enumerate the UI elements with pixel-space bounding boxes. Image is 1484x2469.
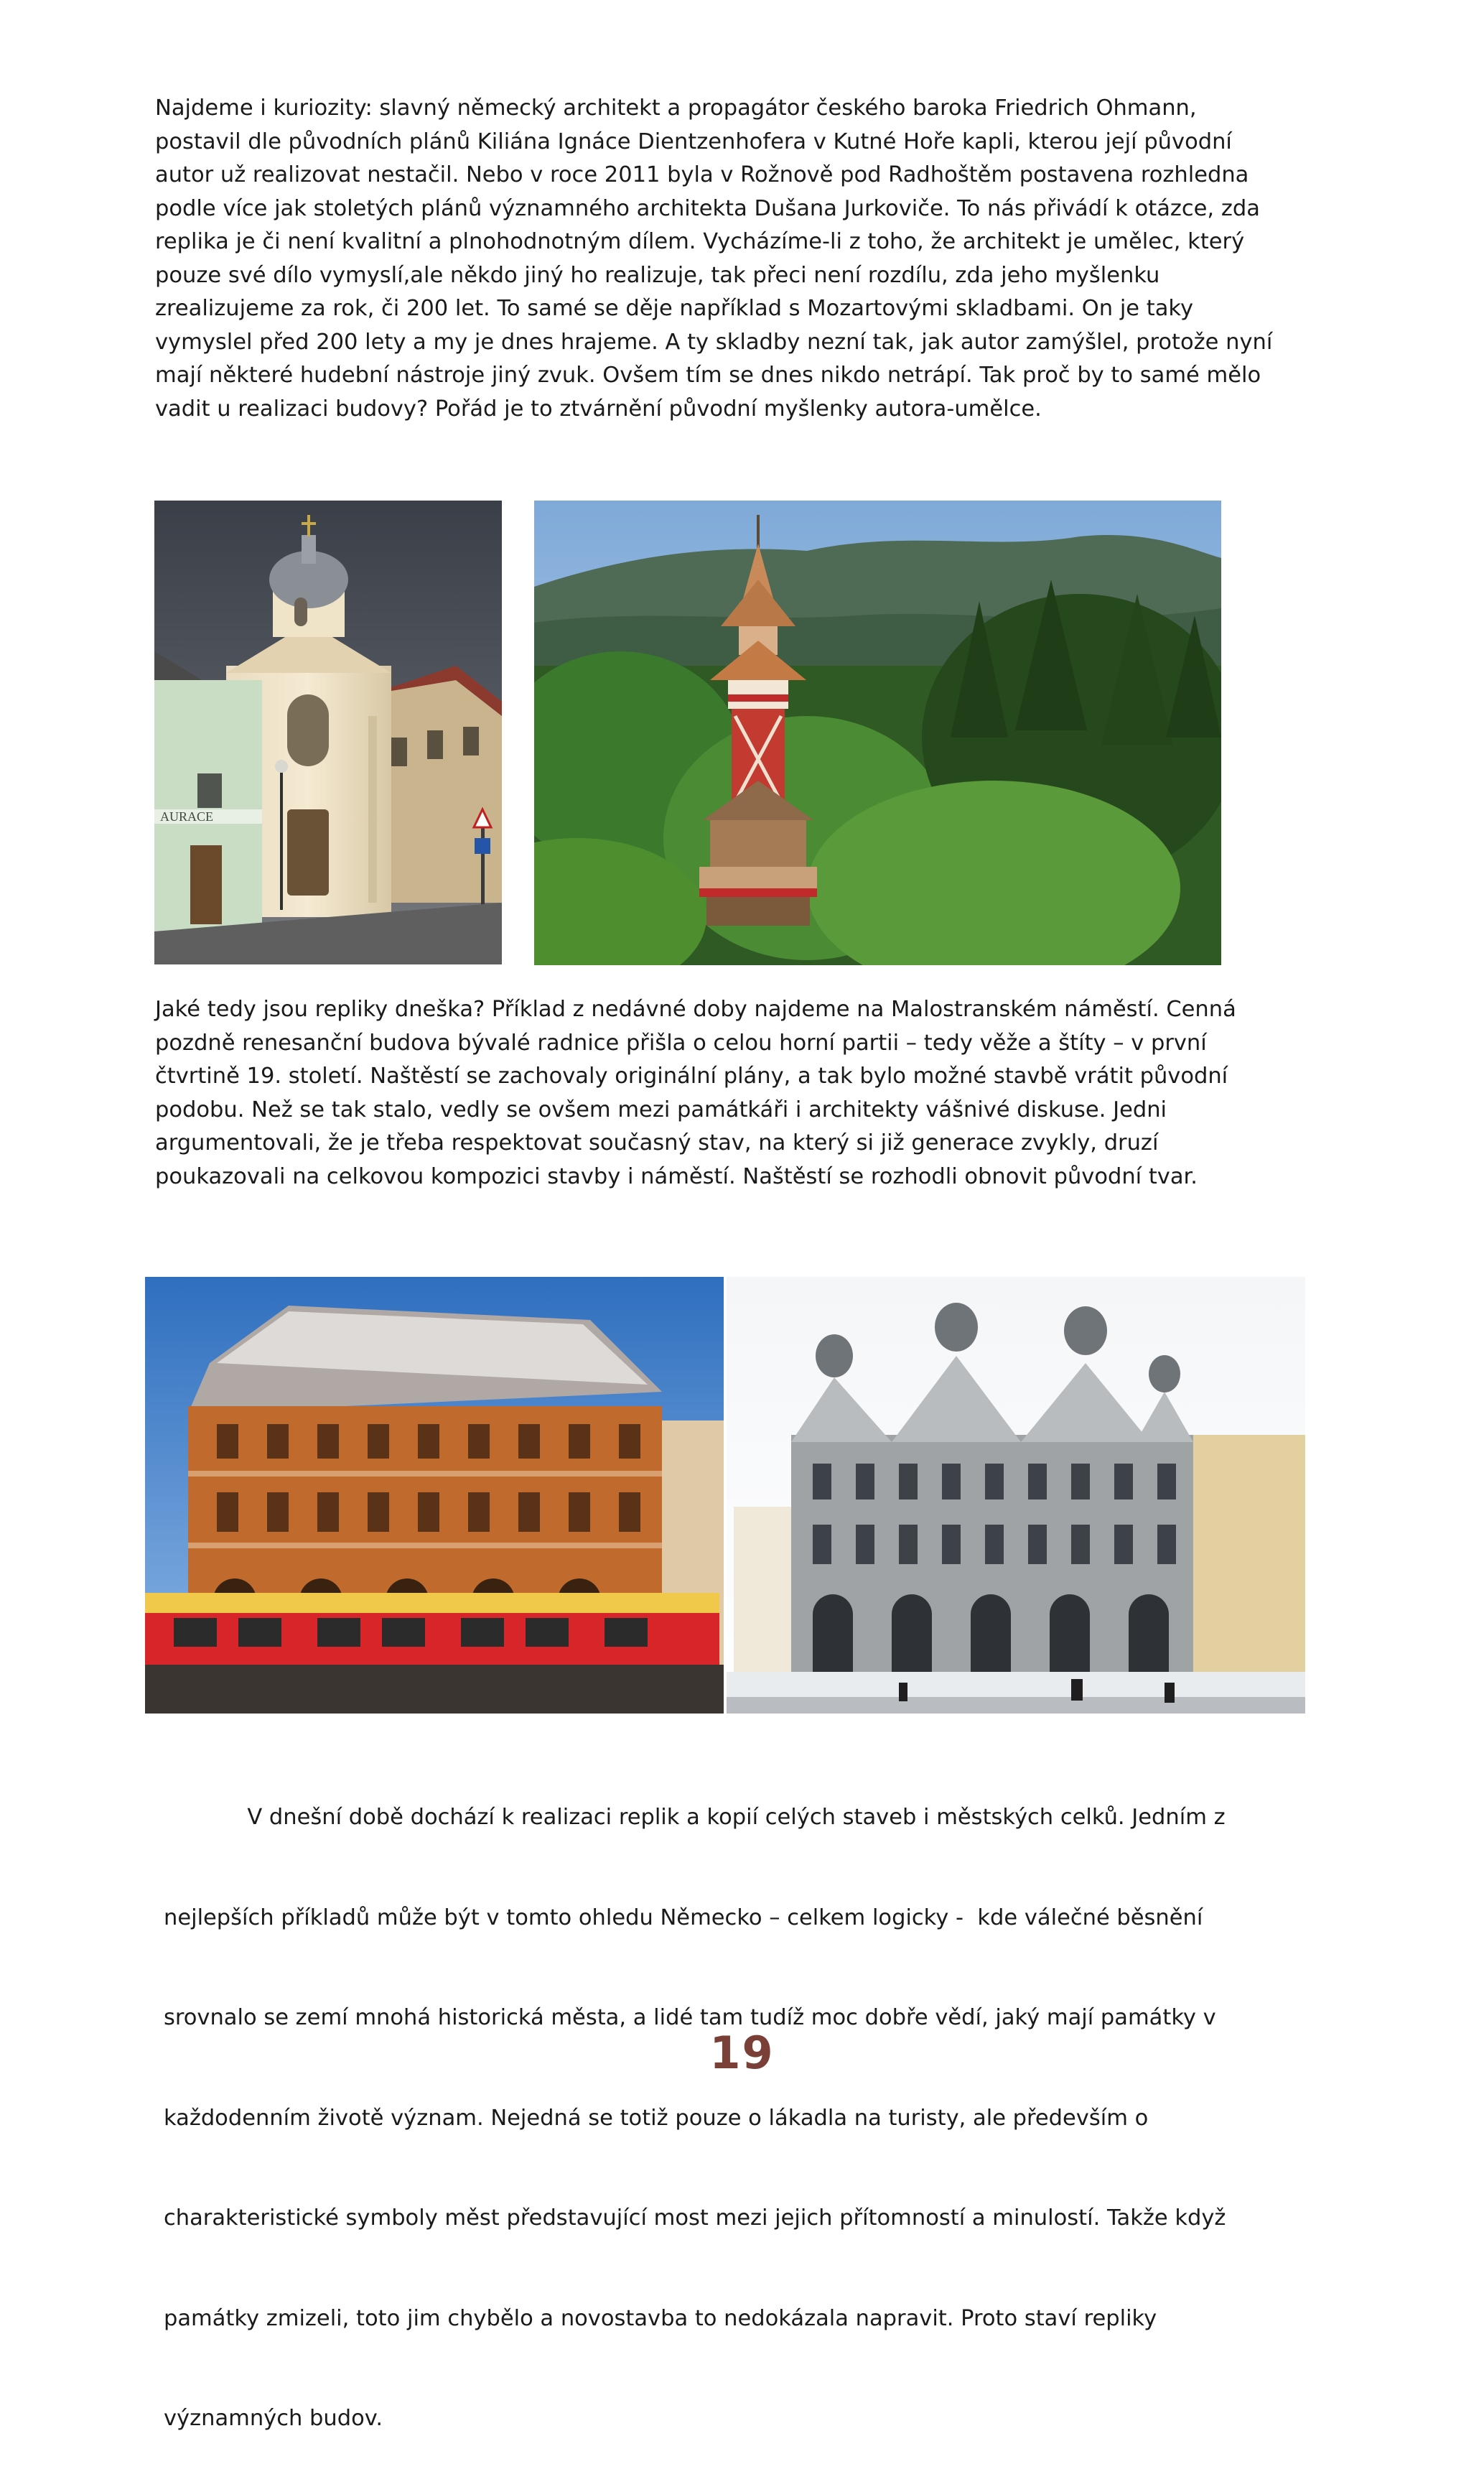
text-line: argumentovali, že je třeba respektovat současný stav, na který si již generace zvykly, druzí	[155, 1130, 1159, 1156]
paragraph-intro	[155, 92, 1272, 426]
text-line: autor už realizovat nestačil. Nebo v roce 2011 byla v Rožnově pod Radhoštěm postavena rozhledna	[155, 162, 1249, 187]
text-line: vymyslel před 200 lety a my je dnes hrajeme. A ty skladby nezní tak, jak autor zamýšlel, protože nyní	[155, 329, 1273, 355]
page-number: 19	[709, 2027, 775, 2079]
text-line: poukazovali na celkovou kompozici stavby i náměstí. Naštěstí se rozhodli obnovit původní tvar.	[155, 1163, 1198, 1189]
paragraph-malostranske	[155, 993, 1236, 1194]
text-line: srovnalo se zemí mnohá historická města, a lidé tam tudíž moc dobře vědí, jaký mají památky v	[164, 2005, 1216, 2030]
text-line: postavil dle původních plánů Kiliána Ignáce Dientzenhofera v Kutné Hoře kapli, kterou její původní	[155, 129, 1232, 154]
text-line: vadit u realizaci budovy? Pořád je to ztvárnění původní myšlenky autora-umělce.	[155, 396, 1042, 422]
text-line: mají některé hudební nástroje jiný zvuk. Ovšem tím se dnes nikdo netrápí. Tak proč by to samé mělo	[155, 363, 1261, 388]
text-line: památky zmizeli, toto jim chybělo a novostavba to nedokázala napravit. Proto staví repliky	[164, 2305, 1157, 2331]
town-hall-comparison-photo	[145, 1277, 1305, 1714]
text-line: čtvrtině 19. století. Naštěstí se zachovaly originální plány, a tak bylo možné stavbě vrátit původní	[155, 1064, 1228, 1089]
text-line: nejlepších příkladů může být v tomto ohledu Německo – celkem logicky - kde válečné běsnění	[164, 1905, 1203, 1930]
text-line: každodenním životě význam. Nejedná se totiž pouze o lákadla na turisty, ale především o	[164, 2105, 1149, 2131]
text-line: zrealizujeme za rok, či 200 let. To samé se děje například s Mozartovými skladbami. On je taky	[155, 296, 1194, 321]
paragraph-replicas-today	[164, 1734, 1226, 2469]
text-line: pouze své dílo vymyslí,ale někdo jiný ho realizuje, tak přeci není rozdílu, zda jeho myšlenku	[155, 262, 1160, 288]
chapel-photo	[154, 501, 502, 964]
text-line: pozdně renesanční budova bývalé radnice přišla o celou horní partii – tedy věže a štíty – v první	[155, 1030, 1207, 1056]
text-line: V dnešní době dochází k realizaci replik a kopií celých staveb i městských celků. Jedním z	[164, 1805, 1226, 1830]
text-line: Najdeme i kuriozity: slavný německý architekt a propagátor českého baroka Friedrich Ohmann,	[155, 96, 1197, 121]
text-line: replika je či není kvalitní a plnohodnotným dílem. Vycházíme-li z toho, že architekt je umělec, který	[155, 229, 1245, 254]
shop-sign: AURACE	[160, 809, 214, 824]
text-line: podobu. Než se tak stalo, vedly se ovšem mezi památkáři i architekty vášnivé diskuse. Jedni	[155, 1097, 1167, 1122]
lookout-tower-photo	[534, 501, 1221, 965]
text-line: charakteristické symboly měst představující most mezi jejich přítomností a minulostí. Takže když	[164, 2205, 1226, 2231]
text-line: Jaké tedy jsou repliky dneška? Příklad z nedávné doby najdeme na Malostranském náměstí. Cenná	[155, 997, 1236, 1022]
text-line: významných budov.	[164, 2406, 383, 2431]
text-line: podle více jak stoletých plánů významného architekta Dušana Jurkoviče. To nás přivádí k otázce, zda	[155, 195, 1260, 221]
